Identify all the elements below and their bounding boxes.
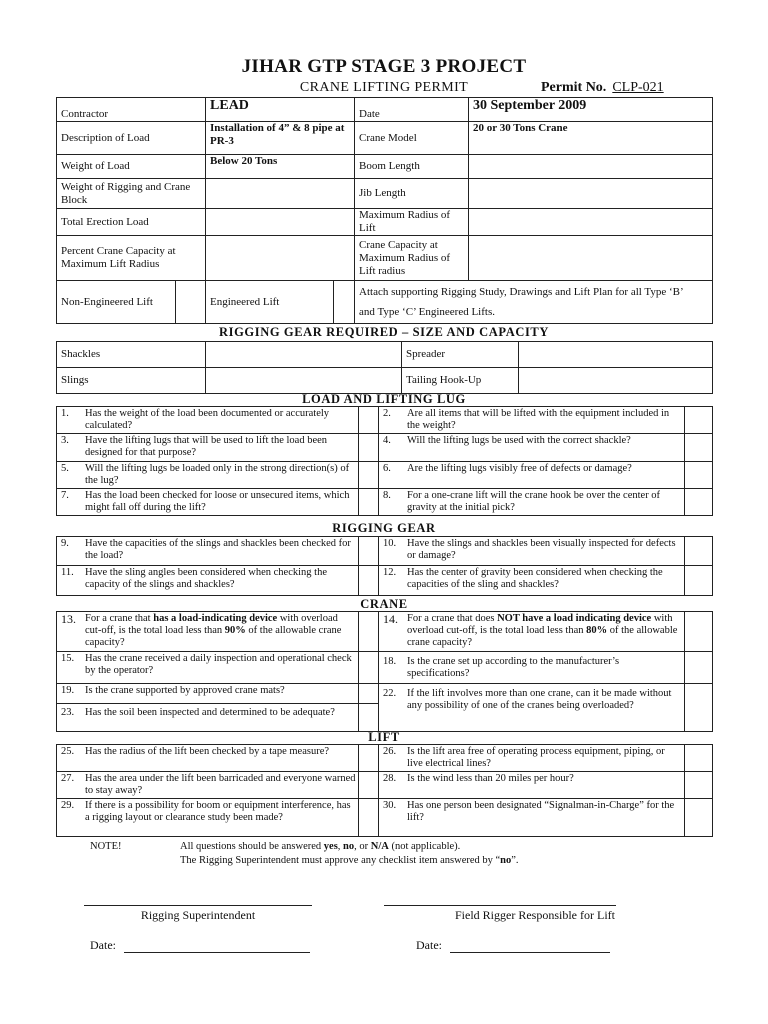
answer-box-4[interactable] — [685, 434, 713, 462]
question-18: 18. Is the crane set up according to the manufacturer’s specifications? — [379, 652, 685, 684]
crane-model-label: Crane Model — [355, 122, 469, 155]
max-radius-label: Maximum Radius of Lift — [355, 209, 469, 236]
answer-box-13[interactable] — [359, 612, 379, 652]
answer-box-27[interactable] — [359, 772, 379, 799]
answer-box-6[interactable] — [685, 462, 713, 489]
section-lift: LIFT — [368, 730, 400, 744]
question-9: 9. Have the capacities of the slings and shackles been checked for the load? — [57, 537, 359, 566]
question-29: 29. If there is a possibility for boom or equipment interference, has a rigging layout or clearance study been made? — [57, 799, 359, 837]
question-1: 1. Has the weight of the load been documented or accurately calculated? — [57, 407, 359, 434]
question-25: 25. Has the radius of the lift been checked by a tape measure? — [57, 745, 359, 772]
section-crane: CRANE — [360, 597, 408, 611]
percent-capacity-field[interactable] — [206, 236, 355, 281]
answer-box-29[interactable] — [359, 799, 379, 837]
rigging-weight-field[interactable] — [206, 179, 355, 209]
description-label: Description of Load — [57, 122, 206, 155]
spreader-label: Spreader — [402, 342, 519, 368]
note-line-2: The Rigging Superintendent must approve any checklist item answered by “no”. — [180, 855, 519, 866]
question-3: 3. Have the lifting lugs that will be used to lift the load been designed for that purpose? — [57, 434, 359, 462]
field-rigger-label: Field Rigger Responsible for Lift — [455, 908, 615, 922]
attach-note-line-2: and Type ‘C’ Engineered Lifts. — [359, 306, 495, 318]
answer-box-8[interactable] — [685, 489, 713, 516]
answer-box-26[interactable] — [685, 745, 713, 772]
permit-number-block — [541, 80, 664, 96]
right-date-label: Date: — [416, 938, 442, 952]
permit-label: Permit No. — [541, 80, 607, 95]
rigging-gear-checklist — [56, 536, 713, 596]
answer-box-22[interactable] — [685, 684, 713, 732]
answer-box-9[interactable] — [359, 537, 379, 566]
question-30: 30. Has one person been designated “Signalman-in-Charge” for the lift? — [379, 799, 685, 837]
rigging-superintendent-signature-line[interactable] — [84, 905, 312, 906]
permit-number[interactable]: CLP-021 — [612, 80, 664, 95]
answer-box-25[interactable] — [359, 745, 379, 772]
left-date-field[interactable] — [90, 938, 310, 953]
question-15: 15. Has the crane received a daily inspection and operational check by the operator? — [57, 652, 359, 684]
answer-box-18[interactable] — [685, 652, 713, 684]
answer-box-1[interactable] — [359, 407, 379, 434]
note-line-1: All questions should be answered yes, no, or N/A (not applicable). — [180, 841, 461, 852]
description-field[interactable]: Installation of 4” & 8 pipe at PR-3 — [206, 122, 355, 155]
boom-length-field[interactable] — [469, 155, 713, 179]
crane-capacity-label: Crane Capacity at Maximum Radius of Lift radius — [355, 236, 469, 281]
question-14: 14. For a crane that does NOT have a load indicating device with overload cut-off, is the total load less than 80% of the allowable crane capacity? — [379, 612, 685, 652]
answer-box-19[interactable] — [359, 684, 379, 704]
contractor-label: Contractor — [57, 98, 206, 122]
answer-box-3[interactable] — [359, 434, 379, 462]
date-field[interactable]: 30 September 2009 — [469, 98, 713, 122]
permit-info-table — [56, 97, 713, 324]
answer-box-7[interactable] — [359, 489, 379, 516]
rigging-superintendent-label: Rigging Superintendent — [140, 908, 256, 922]
weight-field[interactable]: Below 20 Tons — [206, 155, 355, 179]
question-28: 28. Is the wind less than 20 miles per hour? — [379, 772, 685, 799]
question-19: 19. Is the crane supported by approved crane mats? — [57, 684, 359, 704]
shackles-field[interactable] — [206, 342, 402, 368]
shackles-label: Shackles — [57, 342, 206, 368]
crane-capacity-field[interactable] — [469, 236, 713, 281]
answer-box-5[interactable] — [359, 462, 379, 489]
section-load-and-lifting-lug: LOAD AND LIFTING LUG — [302, 392, 466, 406]
tailing-hookup-label: Tailing Hook-Up — [402, 368, 519, 394]
question-7: 7. Has the load been checked for loose or unsecured items, which might fall off during the lift? — [57, 489, 359, 516]
engineered-lift-label: Engineered Lift — [206, 281, 334, 324]
tailing-hookup-field[interactable] — [519, 368, 713, 394]
contractor-field[interactable]: LEAD — [206, 98, 355, 122]
answer-box-15[interactable] — [359, 652, 379, 684]
answer-box-2[interactable] — [685, 407, 713, 434]
question-10: 10. Have the slings and shackles been visually inspected for defects or damage? — [379, 537, 685, 566]
spreader-field[interactable] — [519, 342, 713, 368]
slings-label: Slings — [57, 368, 206, 394]
left-date-label: Date: — [90, 938, 116, 952]
load-lug-checklist — [56, 406, 713, 516]
engineered-lift-checkbox[interactable] — [334, 281, 355, 324]
question-23: 23. Has the soil been inspected and determined to be adequate? — [57, 704, 359, 732]
crane-model-field[interactable]: 20 or 30 Tons Crane — [469, 122, 713, 155]
question-26: 26. Is the lift area free of operating process equipment, piping, or live electrical lines? — [379, 745, 685, 772]
section-rigging-gear: RIGGING GEAR — [332, 521, 436, 535]
percent-capacity-label: Percent Crane Capacity at Maximum Lift Radius — [57, 236, 206, 281]
weight-label: Weight of Load — [57, 155, 206, 179]
question-22: 22. If the lift involves more than one crane, can it be made without any possibility of one of the cranes being overloaded? — [379, 684, 685, 732]
rigging-required-heading: RIGGING GEAR REQUIRED – SIZE AND CAPACITY — [219, 325, 549, 339]
right-date-field[interactable] — [416, 938, 610, 953]
rigging-required-table — [56, 341, 713, 394]
slings-field[interactable] — [206, 368, 402, 394]
answer-box-30[interactable] — [685, 799, 713, 837]
question-4: 4. Will the lifting lugs be used with the correct shackle? — [379, 434, 685, 462]
answer-box-14[interactable] — [685, 612, 713, 652]
answer-box-11[interactable] — [359, 566, 379, 596]
question-6: 6. Are the lifting lugs visibly free of defects or damage? — [379, 462, 685, 489]
answer-box-28[interactable] — [685, 772, 713, 799]
non-engineered-lift-label: Non-Engineered Lift — [57, 281, 176, 324]
note-label: NOTE! — [90, 841, 122, 852]
erection-load-field[interactable] — [206, 209, 355, 236]
boom-length-label: Boom Length — [355, 155, 469, 179]
question-2: 2. Are all items that will be lifted with the equipment included in the weight? — [379, 407, 685, 434]
right-date-line[interactable] — [450, 940, 610, 953]
question-12: 12. Has the center of gravity been considered when checking the capacities of the sling and shackles? — [379, 566, 685, 596]
question-13: 13. For a crane that has a load-indicating device with overload cut-off, is the total load less than 90% of the allowable crane capacity? — [57, 612, 359, 652]
left-date-line[interactable] — [124, 940, 310, 953]
date-label: Date — [355, 98, 469, 122]
erection-load-label: Total Erection Load — [57, 209, 206, 236]
non-engineered-lift-checkbox[interactable] — [176, 281, 206, 324]
page-title: JIHAR GTP STAGE 3 PROJECT — [241, 56, 527, 77]
question-8: 8. For a one-crane lift will the crane hook be over the center of gravity at the initial pick? — [379, 489, 685, 516]
jib-length-field[interactable] — [469, 179, 713, 209]
field-rigger-signature-line[interactable] — [384, 905, 616, 906]
crane-checklist — [56, 611, 713, 732]
question-5: 5. Will the lifting lugs be loaded only in the strong direction(s) of the lug? — [57, 462, 359, 489]
question-11: 11. Have the sling angles been considered when checking the capacity of the slings and shackles? — [57, 566, 359, 596]
question-27: 27. Has the area under the lift been barricaded and everyone warned to stay away? — [57, 772, 359, 799]
attach-note-line-1: Attach supporting Rigging Study, Drawings and Lift Plan for all Type ‘B’ — [359, 286, 684, 298]
answer-box-10[interactable] — [685, 537, 713, 566]
form-subtitle: CRANE LIFTING PERMIT — [299, 80, 469, 95]
jib-length-label: Jib Length — [355, 179, 469, 209]
attach-note — [355, 281, 713, 324]
max-radius-field[interactable] — [469, 209, 713, 236]
lift-checklist — [56, 744, 713, 837]
answer-box-12[interactable] — [685, 566, 713, 596]
answer-box-23[interactable] — [359, 704, 379, 732]
rigging-weight-label: Weight of Rigging and Crane Block — [57, 179, 206, 209]
